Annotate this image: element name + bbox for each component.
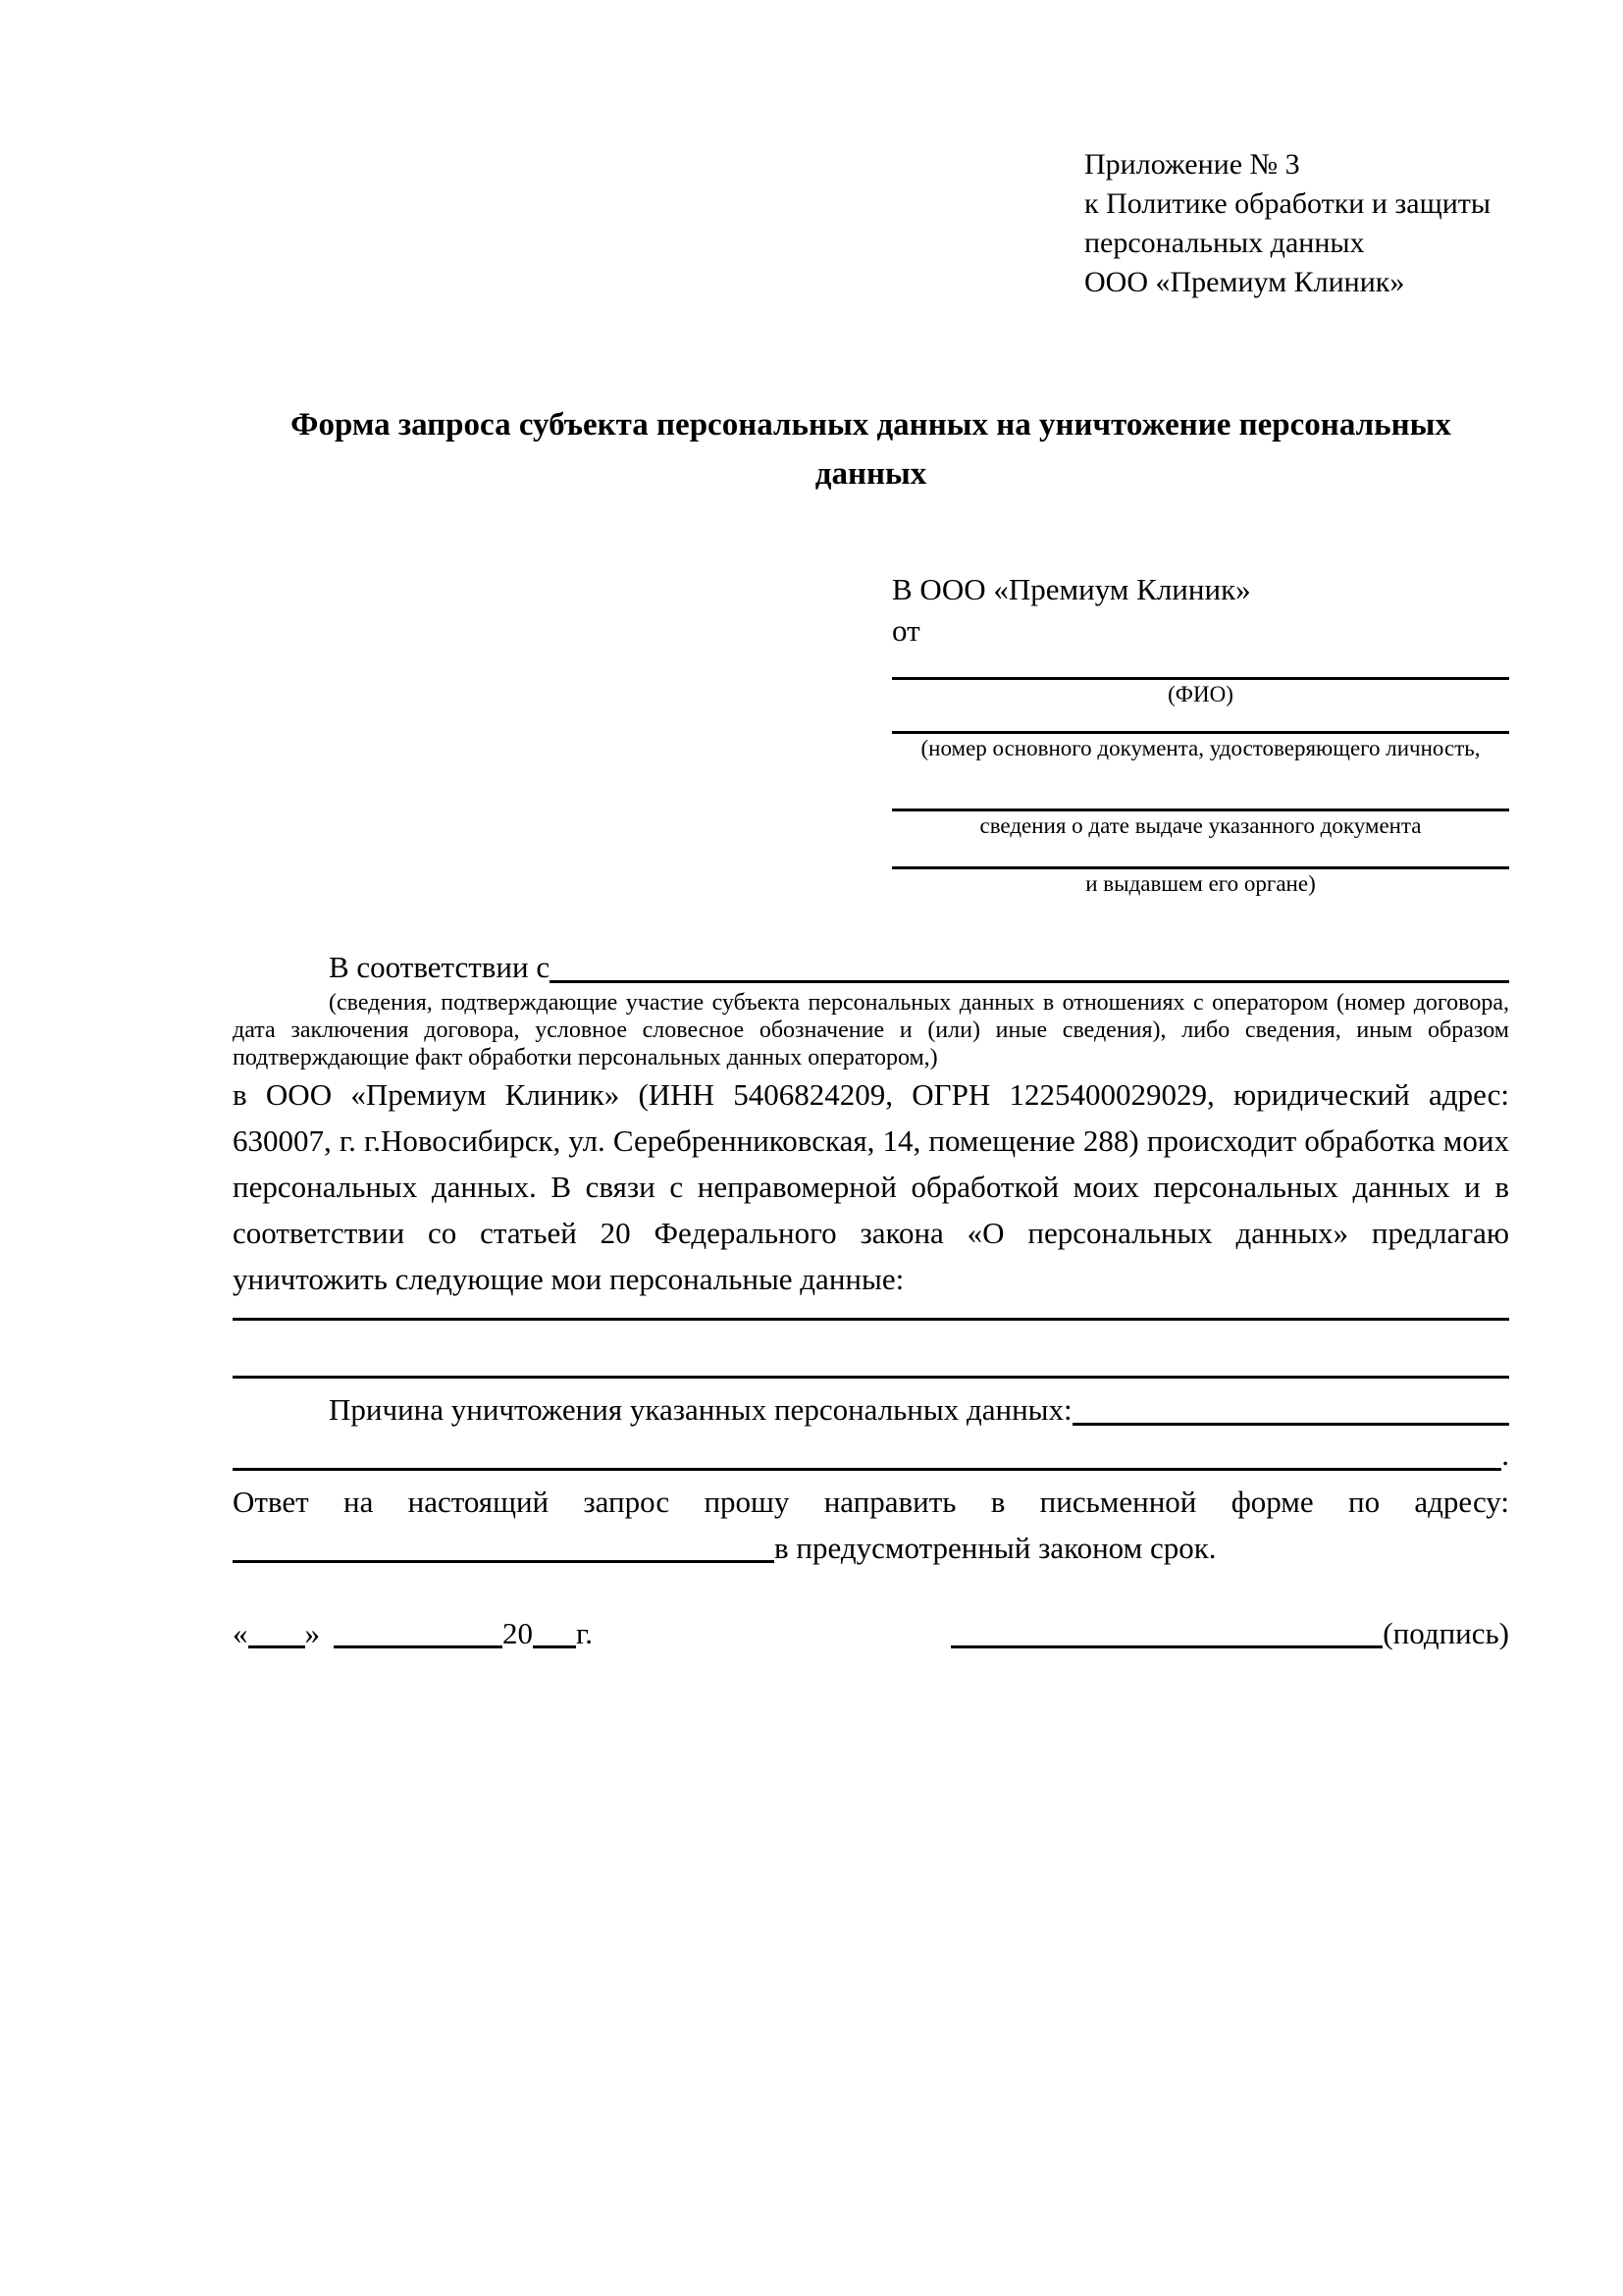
- document-issuer-blank[interactable]: [892, 841, 1509, 869]
- fio-caption: (ФИО): [1168, 682, 1233, 706]
- document-number-field: [892, 709, 1509, 763]
- addressee-block: [892, 569, 1509, 899]
- document-date-caption: сведения о дате выдаче указанного документа: [979, 813, 1422, 838]
- document-number-blank[interactable]: [892, 709, 1509, 734]
- date-month-blank[interactable]: [334, 1612, 502, 1648]
- appendix-header: [1084, 145, 1509, 302]
- reason-blank-row-2: [233, 1432, 1509, 1477]
- reason-blank-line-2[interactable]: [233, 1468, 1501, 1471]
- answer-tail: в предусмотренный законом срок.: [774, 1531, 1217, 1565]
- signature-blank[interactable]: [951, 1612, 1383, 1648]
- document-number-caption: (номер основного документа, удостоверяющего личность,: [920, 736, 1481, 760]
- personal-data-blank-line-1[interactable]: [233, 1302, 1509, 1321]
- accordance-blank[interactable]: [550, 980, 1509, 983]
- date-year-prefix: 20: [502, 1616, 533, 1650]
- appendix-header-line: к Политике обработки и защиты: [1084, 187, 1492, 220]
- request-paragraph: в ООО «Премиум Клиник» (ИНН 5406824209, ОГРН 1225400029029, юридический адрес: 630007, г. г.Новосибирск, ул. Серебренниковская, 14, помещение 288) происходит обработка моих персональных данных. В связи с неправомерной обработкой моих персональных данных и в соответствии со статьей 20 Федерального закона «О персональных данных» предлагаю уничтожить следующие мои персональные данные:: [233, 1077, 1509, 1296]
- addressee-organization: В ООО «Премиум Клиник»: [892, 572, 1251, 606]
- appendix-header-line: персональных данных: [1084, 227, 1365, 259]
- answer-paragraph: [233, 1479, 1509, 1571]
- reason-row: [233, 1381, 1509, 1432]
- reason-blank[interactable]: [1073, 1423, 1509, 1426]
- accordance-label: В соответствии с: [329, 950, 550, 984]
- date-open-quote: «: [233, 1616, 248, 1650]
- period: .: [1501, 1437, 1509, 1472]
- accordance-note: (сведения, подтверждающие участие субъекта персональных данных в отношениях с оператором (номер договора, дата заключения договора, условное словесное обозначение и (или) иные сведения), либо сведения, иным образом подтверждающие факт обработки персональных данных оператором,): [233, 990, 1509, 1070]
- document-date-blank[interactable]: [892, 763, 1509, 811]
- form-title: Форма запроса субъекта персональных данных на уничтожение персональных данных: [290, 407, 1451, 492]
- signature-field: [951, 1612, 1509, 1655]
- document-date-field: [892, 763, 1509, 841]
- date-field: [233, 1612, 593, 1655]
- appendix-header-line: ООО «Премиум Клиник»: [1084, 266, 1405, 298]
- fio-blank[interactable]: [892, 652, 1509, 680]
- reason-label: Причина уничтожения указанных персональных данных:: [329, 1392, 1073, 1427]
- document-issuer-caption: и выдавшем его органе): [1085, 871, 1316, 896]
- footer-row: [233, 1612, 1509, 1655]
- signature-caption: (подпись): [1383, 1616, 1509, 1650]
- appendix-header-line: Приложение № 3: [1084, 148, 1300, 181]
- address-blank[interactable]: [233, 1527, 774, 1563]
- document-issuer-field: [892, 841, 1509, 899]
- date-year-suffix: г.: [576, 1616, 593, 1650]
- date-year-blank[interactable]: [533, 1612, 576, 1648]
- date-close-quote: »: [304, 1616, 320, 1650]
- fio-field: [892, 652, 1509, 709]
- date-day-blank[interactable]: [248, 1612, 305, 1648]
- from-label: от: [892, 613, 920, 648]
- answer-text: Ответ на настоящий запрос прошу направить в письменной форме по адресу:: [233, 1485, 1509, 1519]
- personal-data-blank-line-2[interactable]: [233, 1321, 1509, 1379]
- accordance-row: [233, 946, 1509, 989]
